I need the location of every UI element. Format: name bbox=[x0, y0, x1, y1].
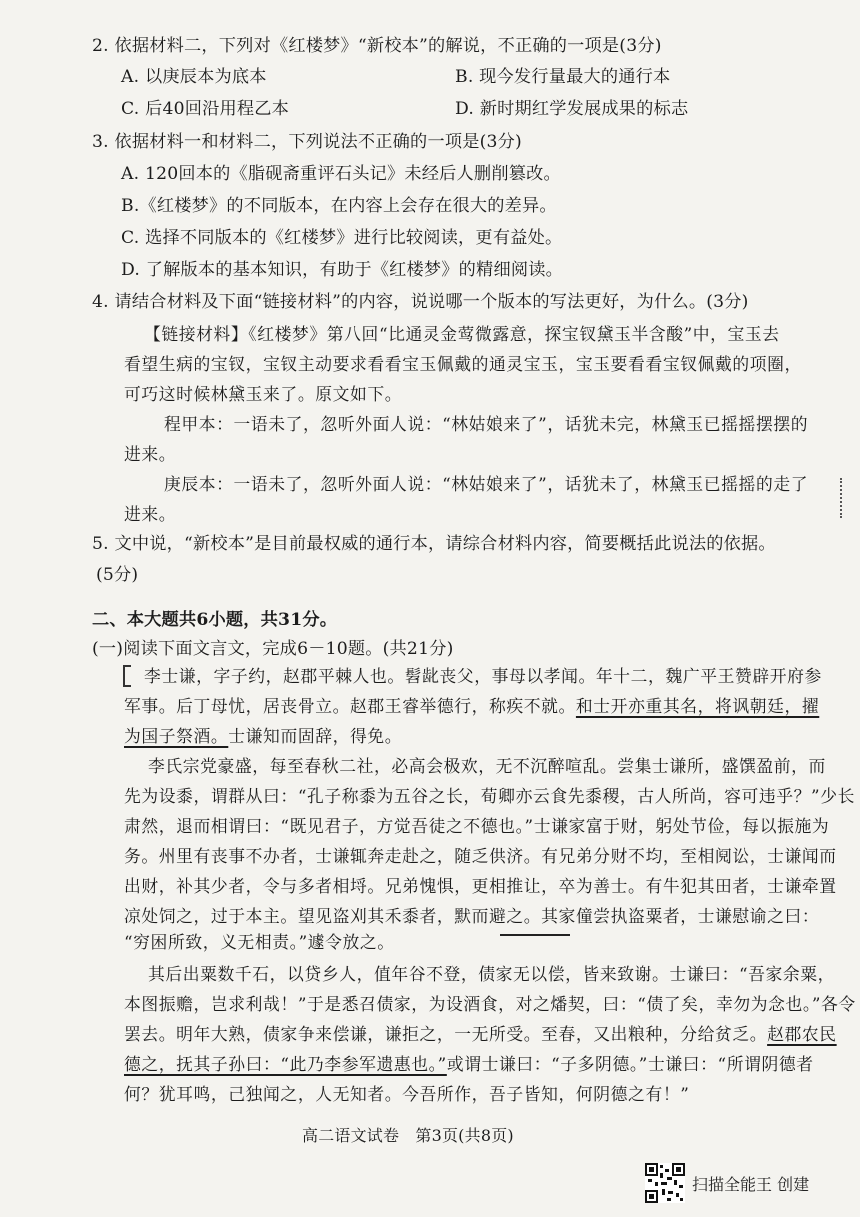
underlined-sentence-1b: 为国子祭酒。 bbox=[124, 726, 229, 746]
passage-p2-line-2: 先为设黍，谓群从曰：“孔子称黍为五谷之长，荀卿亦云食先黍稷，古人所尚，容可违乎？”少长 bbox=[124, 786, 855, 806]
gengchen-version-line-1: 庚辰本：一语未了，忽听外面人说：“林姑娘来了”，话犹未了，林黛玉已摇摇的走了 bbox=[164, 474, 809, 494]
link-material-line-3: 可巧这时候林黛玉来了。原文如下。 bbox=[124, 384, 403, 404]
question-5-stem: 5. 文中说，“新校本”是目前最权威的通行本，请综合材料内容，简要概括此说法的依据。 bbox=[92, 534, 776, 554]
question-2-option-d: D. 新时期红学发展成果的标志 bbox=[455, 99, 689, 119]
underlined-sentence-2b: 德之，抚其子孙曰：“此乃李参军遗惠也。” bbox=[124, 1054, 447, 1074]
section-2-subheading: (一)阅读下面文言文，完成6－10题。(共21分) bbox=[92, 639, 454, 659]
question-3-option-a: A. 120回本的《脂砚斋重评石头记》未经后人删削篡改。 bbox=[121, 164, 561, 184]
passage-p1-line-1: 李士谦，字子约，赵郡平棘人也。髫龀丧父，事母以孝闻。年十二，魏广平王赞辟开府参 bbox=[144, 666, 822, 686]
passage-p1-line-2 bbox=[124, 694, 819, 718]
underlined-sentence-1a: 和士开亦重其名，将讽朝廷，擢 bbox=[575, 696, 820, 716]
chengjia-version-line-1: 程甲本：一语未了，忽听外面人说：“林姑娘来了”，话犹未完，林黛玉已摇摇摆摆的 bbox=[164, 414, 809, 434]
passage-p2-line-1: 李氏宗党豪盛，每至春秋二社，必高会极欢，无不沉醉喧乱。尝集士谦所，盛馔盈前，而 bbox=[148, 756, 826, 776]
question-3-option-c: C. 选择不同版本的《红楼梦》进行比较阅读，更有益处。 bbox=[121, 228, 563, 248]
underlined-sentence-2a: 赵郡农民 bbox=[767, 1024, 837, 1044]
question-2-option-a: A. 以庚辰本为底本 bbox=[121, 67, 267, 87]
question-3-option-b: B.《红楼梦》的不同版本，在内容上会存在很大的差异。 bbox=[121, 196, 557, 216]
passage-p1-line-3-text: 士谦知而固辞，得免。 bbox=[228, 726, 403, 746]
passage-p1-line-2-text: 军事。后丁母忧，居丧骨立。赵郡王睿举德行，称疾不就。 bbox=[124, 696, 576, 716]
link-material-line-2: 看望生病的宝钗，宝钗主动要求看看宝玉佩戴的通灵宝玉，宝玉要看看宝钗佩戴的项圈， bbox=[124, 354, 802, 374]
passage-p2-line-4: 务。州里有丧事不办者，士谦辄奔走赴之，随乏供济。有兄弟分财不均，至相阋讼，士谦闻而 bbox=[124, 846, 837, 866]
question-5-score: (5分) bbox=[96, 565, 139, 585]
passage-p3-line-1: 其后出粟数千石，以贷乡人，值年谷不登，债家无以偿，皆来致谢。士谦曰：“吾家余粟， bbox=[148, 964, 836, 984]
qr-code-icon bbox=[645, 1163, 685, 1203]
passage-p2-line-6: 凉处饲之，过于本主。望见盗刈其禾黍者，默而避之。其家僮尝执盗粟者，士谦慰谕之曰： bbox=[124, 906, 820, 926]
passage-p3-line-3-text: 罢去。明年大熟，债家争来偿谦，谦拒之，一无所受。至春，又出粮种，分给贫乏。 bbox=[124, 1024, 768, 1044]
passage-bracket-mark bbox=[123, 665, 131, 687]
passage-p1-line-3 bbox=[124, 724, 402, 748]
passage-p3-line-4-text: 或谓士谦曰：“子多阴德。”士谦曰：“所谓阴德者 bbox=[446, 1054, 814, 1074]
passage-p2-line-7: “穷困所致，义无相责。”遽令放之。 bbox=[124, 932, 395, 952]
question-2-stem: 2. 依据材料二，下列对《红楼梦》“新校本”的解说，不正确的一项是(3分) bbox=[92, 36, 662, 56]
scanner-watermark: 扫描全能王 创建 bbox=[692, 1175, 810, 1194]
handwritten-dash-mark bbox=[500, 934, 570, 936]
question-3-stem: 3. 依据材料一和材料二，下列说法不正确的一项是(3分) bbox=[92, 132, 522, 152]
question-3-option-d: D. 了解版本的基本知识，有助于《红楼梦》的精细阅读。 bbox=[121, 260, 563, 280]
passage-p3-line-5: 何？犹耳鸣，己独闻之，人无知者。今吾所作，吾子皆知，何阴德之有！” bbox=[124, 1084, 690, 1104]
passage-p2-line-5: 出财，补其少者，令与多者相埒。兄弟愧惧，更相推让，卒为善士。有牛犯其田者，士谦牵置 bbox=[124, 876, 837, 896]
passage-p3-line-4 bbox=[124, 1052, 814, 1076]
passage-p3-line-3 bbox=[124, 1022, 837, 1046]
gengchen-version-line-2: 进来。 bbox=[124, 504, 177, 524]
question-4-stem: 4. 请结合材料及下面“链接材料”的内容，说说哪一个版本的写法更好，为什么。(3分) bbox=[92, 292, 749, 312]
passage-p3-line-2: 本图振赡，岂求利哉！”于是悉召债家，为设酒食，对之燔契，曰：“债了矣，幸勿为念也。”各令 bbox=[124, 994, 856, 1014]
question-2-option-c: C. 后40回沿用程乙本 bbox=[121, 99, 290, 119]
link-material-line-1: 【链接材料】《红楼梦》第八回“比通灵金莺微露意，探宝钗黛玉半含酸”中，宝玉去 bbox=[144, 324, 780, 344]
section-2-heading: 二、本大题共6小题，共31分。 bbox=[92, 610, 338, 630]
passage-p2-line-3: 肃然，退而相谓曰：“既见君子，方觉吾徒之不德也。”士谦家富于财，躬处节俭，每以振施为 bbox=[124, 816, 830, 836]
page-footer: 高二语文试卷 第3页(共8页) bbox=[302, 1126, 514, 1145]
scan-edge-mark bbox=[840, 478, 850, 518]
question-2-option-b: B. 现今发行量最大的通行本 bbox=[455, 67, 671, 87]
chengjia-version-line-2: 进来。 bbox=[124, 444, 177, 464]
